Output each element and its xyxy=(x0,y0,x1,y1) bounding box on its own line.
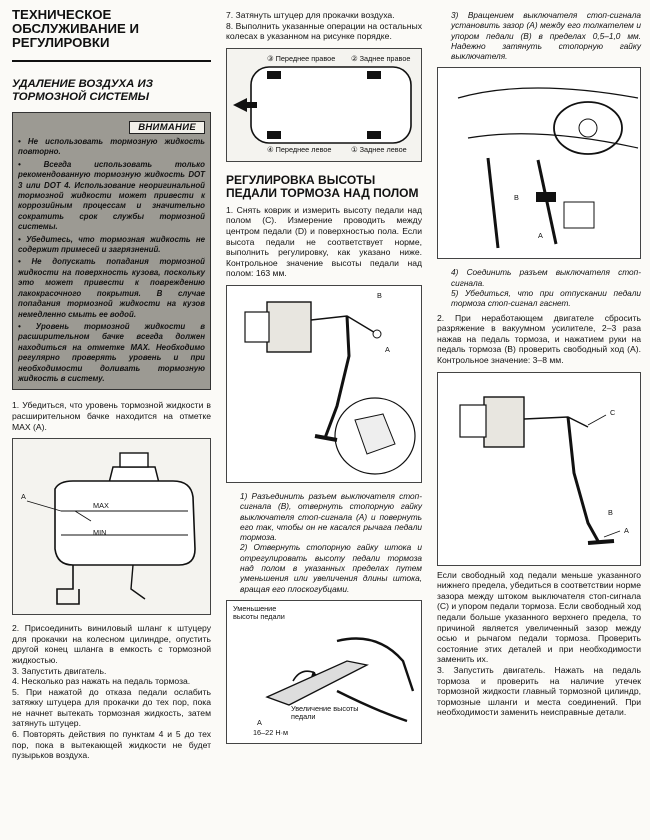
pedal-substep-3: 3) Вращением выключателя стоп-сигнала установить зазор (A) между его толкателем и упором педали (B) в пределах 0,5–1,0 мм. Надежно затянуть стопорную гайку выключателя. xyxy=(451,10,641,62)
warning-item: • Не допускать попадания тормозной жидкости на поверхность кузова, поскольку это может привести к повреждению лакокрасочного покрытия. В случае попадания тормозной жидкости на кузов немедленно смыть ее водой. xyxy=(18,257,205,319)
wheel-order-num: ① xyxy=(351,144,358,154)
pedal-substep-1: 1) Разъединить разъем выключателя стоп-сигнала (B), отвернуть стопорную гайку выключателя стоп-сигнала (A) и повернуть его так, чтобы он не касался рычага педали тормоза. xyxy=(240,490,422,543)
fig-label-min: MIN xyxy=(93,528,107,538)
switch-figure xyxy=(437,67,641,259)
warning-item: • Уровень тормозной жидкости в расширительном бачке всегда должен находиться на отметке MAX. Необходимо регулярно проверять уровень и при необходимости доливать тормозную жидкость в систему. xyxy=(18,321,205,383)
right-column xyxy=(437,0,641,718)
wheel-rr-label: Заднее правое xyxy=(359,53,411,63)
fig-label-max: MAX xyxy=(93,501,109,511)
pedal-fig-label-b: B xyxy=(377,290,382,300)
page-header-title: ТЕХНИЧЕСКОЕ ОБСЛУЖИВАНИЕ И РЕГУЛИРОВКИ xyxy=(12,7,139,50)
bleed-step-1: 1. Убедиться, что уровень тормозной жидкости в расширительном бачке находится на отметке MAX (A). xyxy=(12,400,211,432)
rod-label-a: A xyxy=(257,717,262,727)
pedal-fig-label-a: A xyxy=(385,344,390,354)
freeplay-note: Если свободный ход педали меньше указанного нижнего предела, убедиться в соответствии норме зазора между штоком выключателя стоп-сигнала (C) и упором педали тормоза. Если свободный ход педали больше указанного верхнего предела, то причиной является увеличенный зазор между осью и рычагом педали тормоза. Проверить состояние этих деталей и при необходимости заменить их. xyxy=(437,569,641,665)
freeplay-label-a: A xyxy=(624,525,629,535)
pedal-step-3: 3. Запустить двигатель. Нажать на педаль тормоза и проверить на наличие утечек тормозной жидкости главный тормозной цилиндр, тормозные шланги и места соединений. При необходимости заменить неисправные детали. xyxy=(437,664,641,718)
wheel-order-num: ③ xyxy=(267,53,274,63)
bleed-step-7: 7. Затянуть штуцер для прокачки воздуха. xyxy=(226,10,395,20)
pedal-step-1: 1. Снять коврик и измерить высоту педали над полом (C). Измерение проводить между центром педали (D) и поверхностью пола. Если высота педали не соответствует норме, выполнить регулировку, как указано ниже. Контрольное значение высоты педали над полом: 163 мм. xyxy=(226,204,422,279)
warning-item: • Убедитесь, что тормозная жидкость не содержит примесей и загрязнений. xyxy=(18,234,205,255)
left-column xyxy=(12,0,211,761)
pedal-substeps xyxy=(226,491,422,594)
bleed-step-2: 2. Присоединить виниловый шланг к штуцеру для прокачки на колесном цилиндре, опустить другой конец шланга в емкость с тормозной жидкостью. xyxy=(12,623,211,665)
pedal-step-2: 2. При неработающем двигателе сбросить разряжение в вакуумном усилителе, 2–3 раза нажав на педаль тормоза, и нажатием руки на педаль тормоза (B) проверить свободный ход (A). Контрольное значение: 3–8 мм. xyxy=(437,312,641,366)
reservoir-figure xyxy=(12,438,211,615)
freeplay-figure xyxy=(437,372,641,566)
freeplay-label-c: C xyxy=(610,407,616,417)
bleed-section-title: УДАЛЕНИЕ ВОЗДУХА ИЗ ТОРМОЗНОЙ СИСТЕМЫ xyxy=(12,78,154,103)
pedal-section-title: РЕГУЛИРОВКА ВЫСОТЫ ПЕДАЛИ ТОРМОЗА НАД ПОЛОМ xyxy=(226,172,419,200)
freeplay-label-b: B xyxy=(608,507,613,517)
rod-figure xyxy=(226,600,422,744)
warning-box xyxy=(12,112,211,390)
wheel-order-num: ② xyxy=(351,53,358,63)
pedal-substep-5: 5) Убедиться, что при отпускании педали тормоза стоп-сигнал гаснет. xyxy=(451,288,641,309)
warning-label: ВНИМАНИЕ xyxy=(129,121,205,134)
wheel-fl-label: Переднее левое xyxy=(275,144,332,154)
switch-fig-label-b: B xyxy=(514,193,519,203)
wheel-rl-label: Заднее левое xyxy=(359,144,407,154)
wheel-order-num: ④ xyxy=(267,144,274,154)
switch-fig-label-a: A xyxy=(538,231,543,241)
pedal-substep-2: 2) Отвернуть стопорную гайку штока и отрегулировать высоту педали тормоза над полом в указанных пределах путем уменьшения или увеличения длины штока, вращая его плоскогубцами. xyxy=(240,542,422,594)
bleed-step-8: 8. Выполнить указанные операции на остальных колесах в указанном на рисунке порядке. xyxy=(226,20,422,42)
bleed-step-3: 3. Запустить двигатель. xyxy=(12,665,107,676)
wheel-fr-label: Переднее правое xyxy=(275,53,336,63)
bleed-step-6: 6. Повторять действия по пунктам 4 и 5 до тех пор, пока в вытекающей жидкости не будет пузырьков воздуха. xyxy=(12,729,211,761)
pedal-substep-4: 4) Соединить разъем выключателя стоп-сигнала. xyxy=(451,267,641,288)
warning-item: • Всегда использовать только рекомендованную тормозную жидкость DOT 3 или DOT 4. Использование неоригинальной тормозной жидкости может привести к коррозийным процессам и значительно сократить срок службы тормозной системы. xyxy=(18,159,205,232)
header-divider xyxy=(12,60,211,62)
pedal-drawing xyxy=(227,286,421,482)
rod-torque-label: 16–22 Н·м xyxy=(253,727,289,737)
rod-inc-label: Увеличение высоты педали xyxy=(291,703,359,721)
bleed-step-4: 4. Несколько раз нажать на педаль тормоза. xyxy=(12,676,191,687)
reservoir-drawing xyxy=(13,439,210,614)
bleed-step-5: 5. При нажатой до отказа педали ослабить затяжку штуцера для прокачки до тех пор, пока не начнет вытекать тормозная жидкость, затем затянуть штуцер. xyxy=(12,686,211,729)
freeplay-drawing xyxy=(438,373,640,565)
fig-label-a: A xyxy=(21,492,26,502)
pedal-figure xyxy=(226,285,422,483)
switch-drawing xyxy=(438,68,640,258)
wheel-order-figure xyxy=(226,48,422,162)
rod-dec-label: Уменьшение высоты педали xyxy=(233,603,285,621)
warning-item: • Не использовать тормозную жидкость повторно. xyxy=(18,137,205,157)
middle-column xyxy=(226,0,422,744)
